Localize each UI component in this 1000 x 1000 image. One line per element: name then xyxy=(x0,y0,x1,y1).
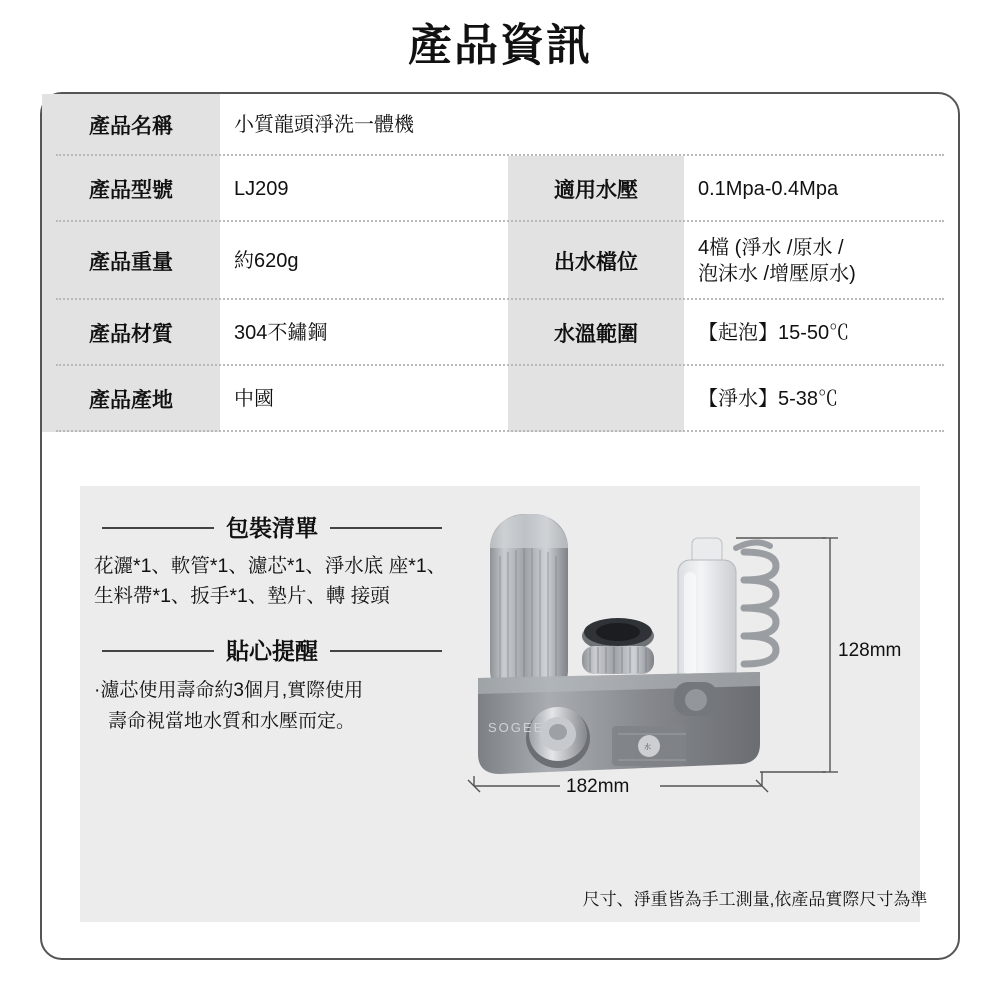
tips-heading xyxy=(94,633,450,666)
table-row xyxy=(42,222,958,300)
spec-label: 產品產地 xyxy=(42,366,220,432)
svg-text:水: 水 xyxy=(644,744,651,751)
spec-value: 小質龍頭淨洗一體機 xyxy=(234,114,414,136)
aerator-spout-icon xyxy=(582,618,654,674)
spec-label: 產品重量 xyxy=(42,222,220,300)
spec-label: 產品型號 xyxy=(42,156,220,222)
spec-value: 【起泡】15-50℃ xyxy=(698,322,850,344)
spec-value: 304不鏽鋼 xyxy=(234,322,328,344)
table-row xyxy=(42,300,958,366)
page-title: 產品資訊 xyxy=(408,21,592,70)
table-row xyxy=(42,156,958,222)
product-image xyxy=(460,486,920,922)
details-text-column xyxy=(80,486,460,922)
table-row xyxy=(42,94,958,156)
width-dimension-label: 182mm xyxy=(566,776,630,797)
spec-label: 出水檔位 xyxy=(508,222,684,300)
spec-label: 水溫範圍 xyxy=(508,300,684,366)
spec-value: 約620g xyxy=(234,250,299,272)
spec-label: 產品材質 xyxy=(42,300,220,366)
brand-logo-text: SOGEE xyxy=(488,720,545,735)
measurement-note: 尺寸、淨重皆為手工測量,依產品實際尺寸為準 xyxy=(582,890,928,909)
package-line: 座*1、生料帶*1、扳手*1、墊片、轉 xyxy=(94,555,447,608)
spec-value: 【淨水】5-38℃ xyxy=(698,388,839,410)
package-list-heading xyxy=(94,510,450,543)
spec-value-line: 泡沫水 /增壓原水) xyxy=(698,263,856,285)
tip-line: 壽命視當地水質和水壓而定。 xyxy=(108,710,356,732)
spec-value: 0.1Mpa-0.4Mpa xyxy=(698,178,839,200)
tips-title: 貼心提醒 xyxy=(214,633,330,666)
spec-value xyxy=(684,222,958,300)
table-row xyxy=(42,366,958,432)
clear-container-icon xyxy=(678,538,736,688)
spec-value: LJ209 xyxy=(234,178,289,200)
spec-value-line: 4檔 (淨水 /原水 / xyxy=(698,237,844,259)
info-card xyxy=(40,92,960,960)
height-dimension-label: 128mm xyxy=(838,640,902,661)
package-line: 花灑*1、軟管*1、濾芯*1、淨水底 xyxy=(94,555,384,577)
spec-label: 適用水壓 xyxy=(508,156,684,222)
spec-value: 中國 xyxy=(234,388,274,410)
spec-label: 產品名稱 xyxy=(42,94,220,156)
details-panel xyxy=(80,486,928,922)
spec-table xyxy=(42,94,958,432)
package-list-title: 包裝清單 xyxy=(214,510,330,543)
tip-line: ·濾芯使用壽命約3個月,實際使用 xyxy=(94,680,364,702)
hose-coil-icon xyxy=(736,542,776,664)
label-plate-icon xyxy=(612,726,686,766)
spec-label xyxy=(508,366,684,432)
tips-text xyxy=(94,676,450,737)
filter-cartridge-icon xyxy=(490,514,568,704)
package-line: 接頭 xyxy=(350,585,390,608)
product-illustration-svg xyxy=(460,486,920,922)
row-divider xyxy=(56,430,944,432)
package-list-text xyxy=(94,551,450,611)
